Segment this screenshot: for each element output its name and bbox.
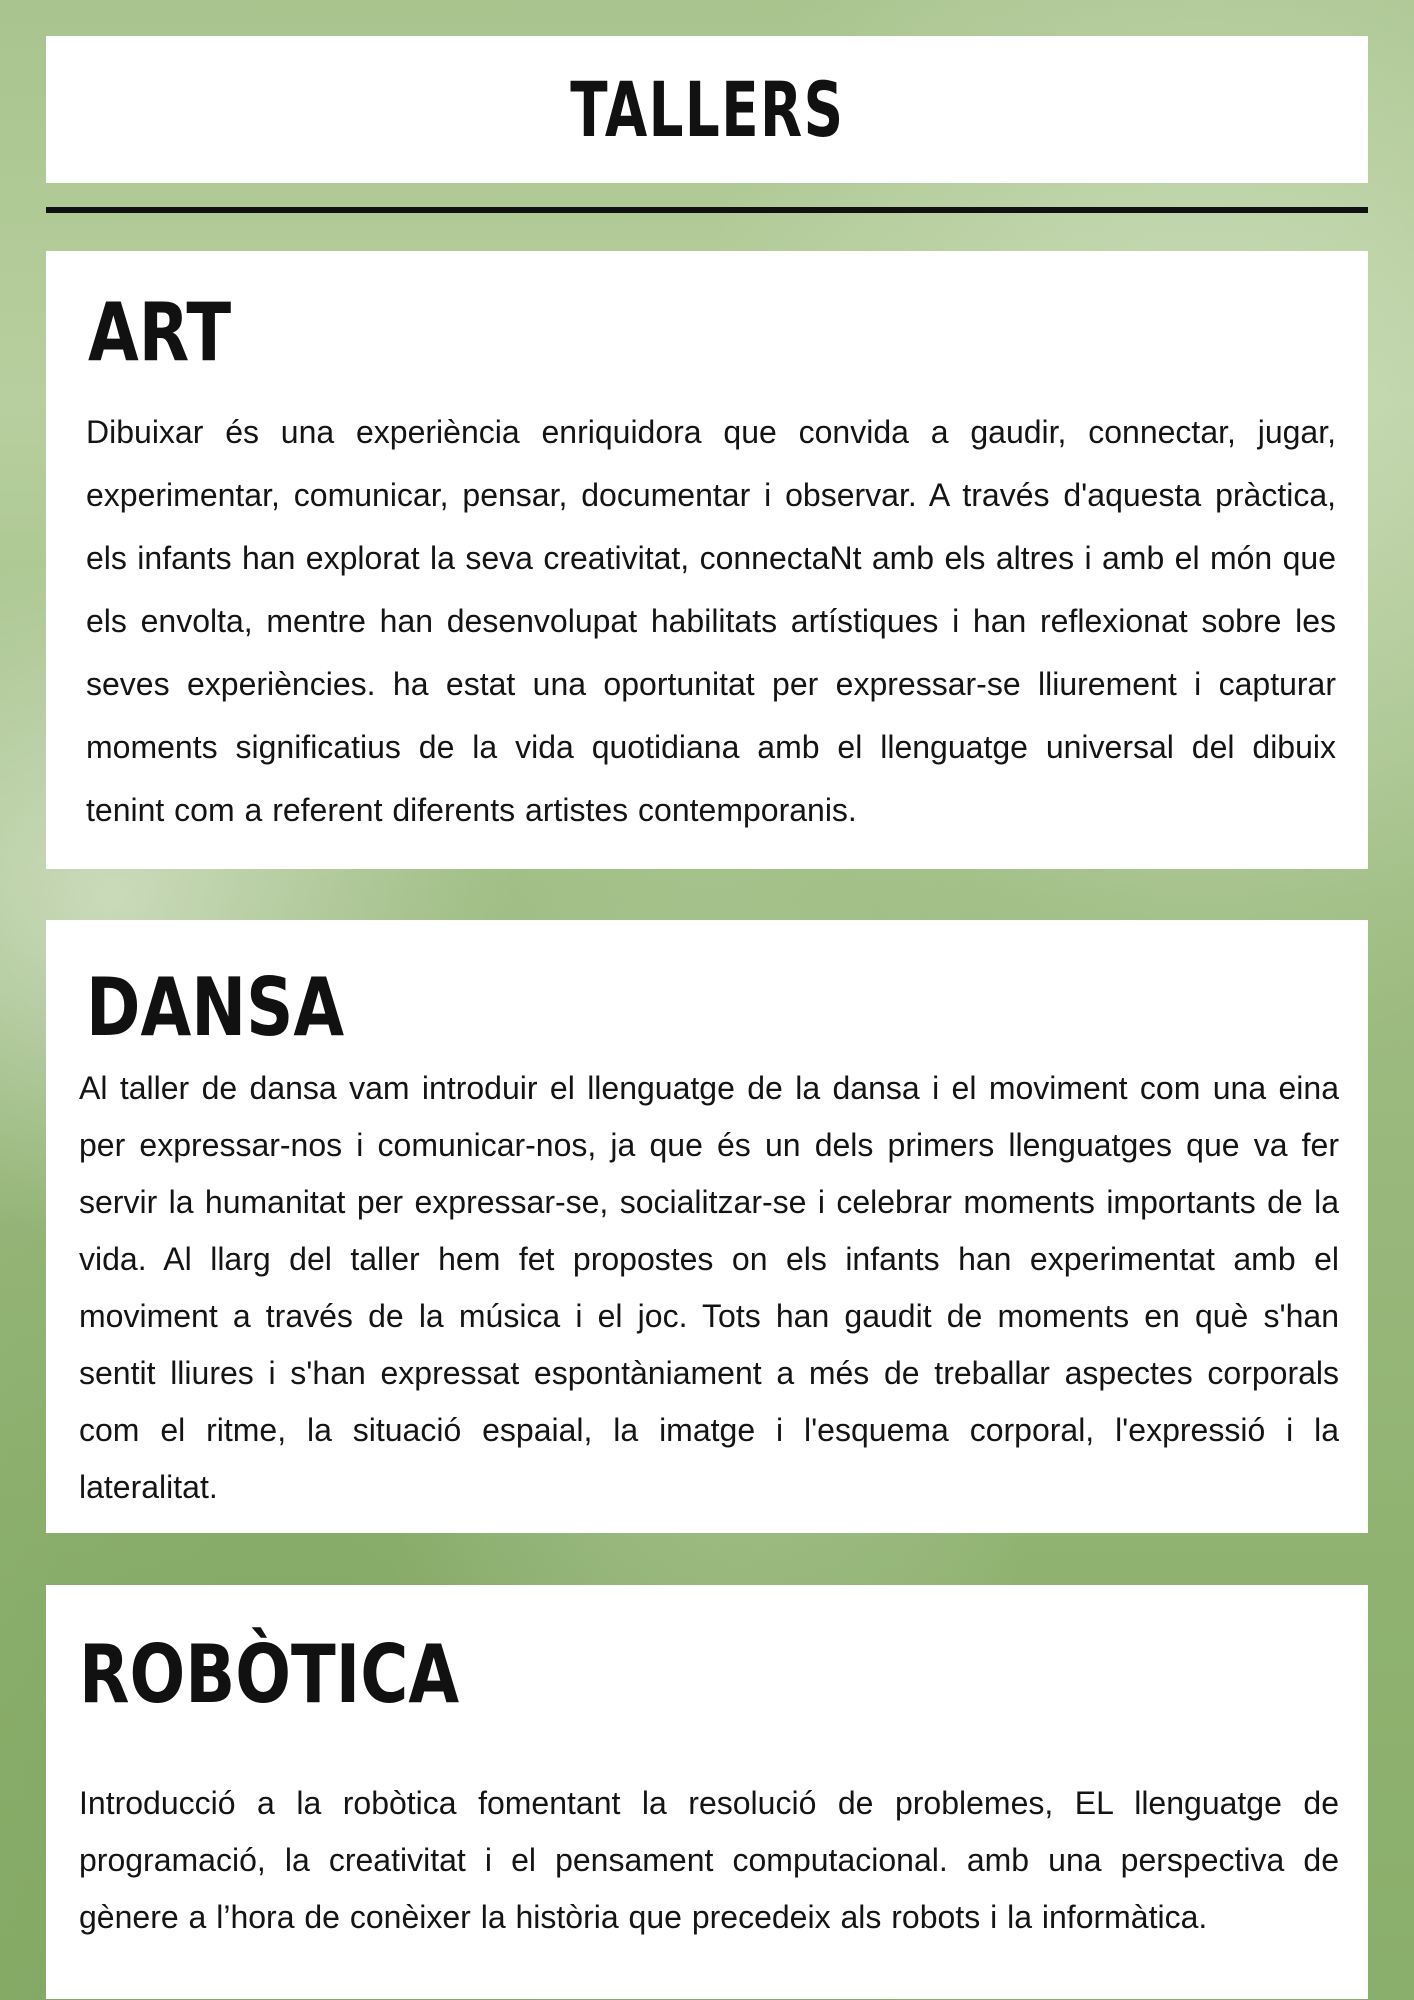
section-art (46, 251, 1368, 869)
section-body-dansa: Al taller de dansa vam introduir el llenguatge de la dansa i el moviment com una eina per expressar-nos i comunicar-nos, ja que és un dels primers llenguatges que va fer servir la humanitat per expressar-se, socialitzar-se i celebrar moments importants de la vida. Al llarg del taller hem fet propostes on els infants han experimentat amb el moviment a través de la música i el joc. Tots han gaudit de moments en què s'han sentit lliures i s'han expressat espontàniament a més de treballar aspectes corporals com el ritme, la situació espaial, la imatge i l'esquema corporal, l'expressió i la lateralitat. (79, 1070, 1339, 1505)
section-dansa (46, 920, 1368, 1533)
section-body-art: Dibuixar és una experiència enriquidora que convida a gaudir, connectar, jugar, experimentar, comunicar, pensar, documentar i observar. A través d'aquesta pràctica, els infants han explorat la seva creativitat, connectaNt amb els altres i amb el món que els envolta, mentre han desenvolupat habilitats artístiques i han reflexionat sobre les seves experiències. ha estat una oportunitat per expressar-se lliurement i capturar moments significatius de la vida quotidiana amb el llenguatge universal del dibuix tenint com a referent diferents artistes contemporanis. (86, 414, 1336, 828)
section-heading-robotica: ROBÒTICA (79, 1628, 460, 1721)
page-title: TALLERS (569, 65, 845, 154)
section-body-robotica: Introducció a la robòtica fomentant la resolució de problemes, EL llenguatge de programació, la creativitat i el pensament computacional. amb una perspectiva de gènere a l’hora de conèixer la història que precedeix als robots i la informàtica. (79, 1785, 1339, 1935)
section-heading-art: ART (88, 286, 232, 379)
title-divider (46, 207, 1368, 213)
section-heading-dansa: DANSA (86, 961, 345, 1054)
section-robotica (46, 1585, 1368, 1999)
page-title-banner (46, 36, 1368, 183)
